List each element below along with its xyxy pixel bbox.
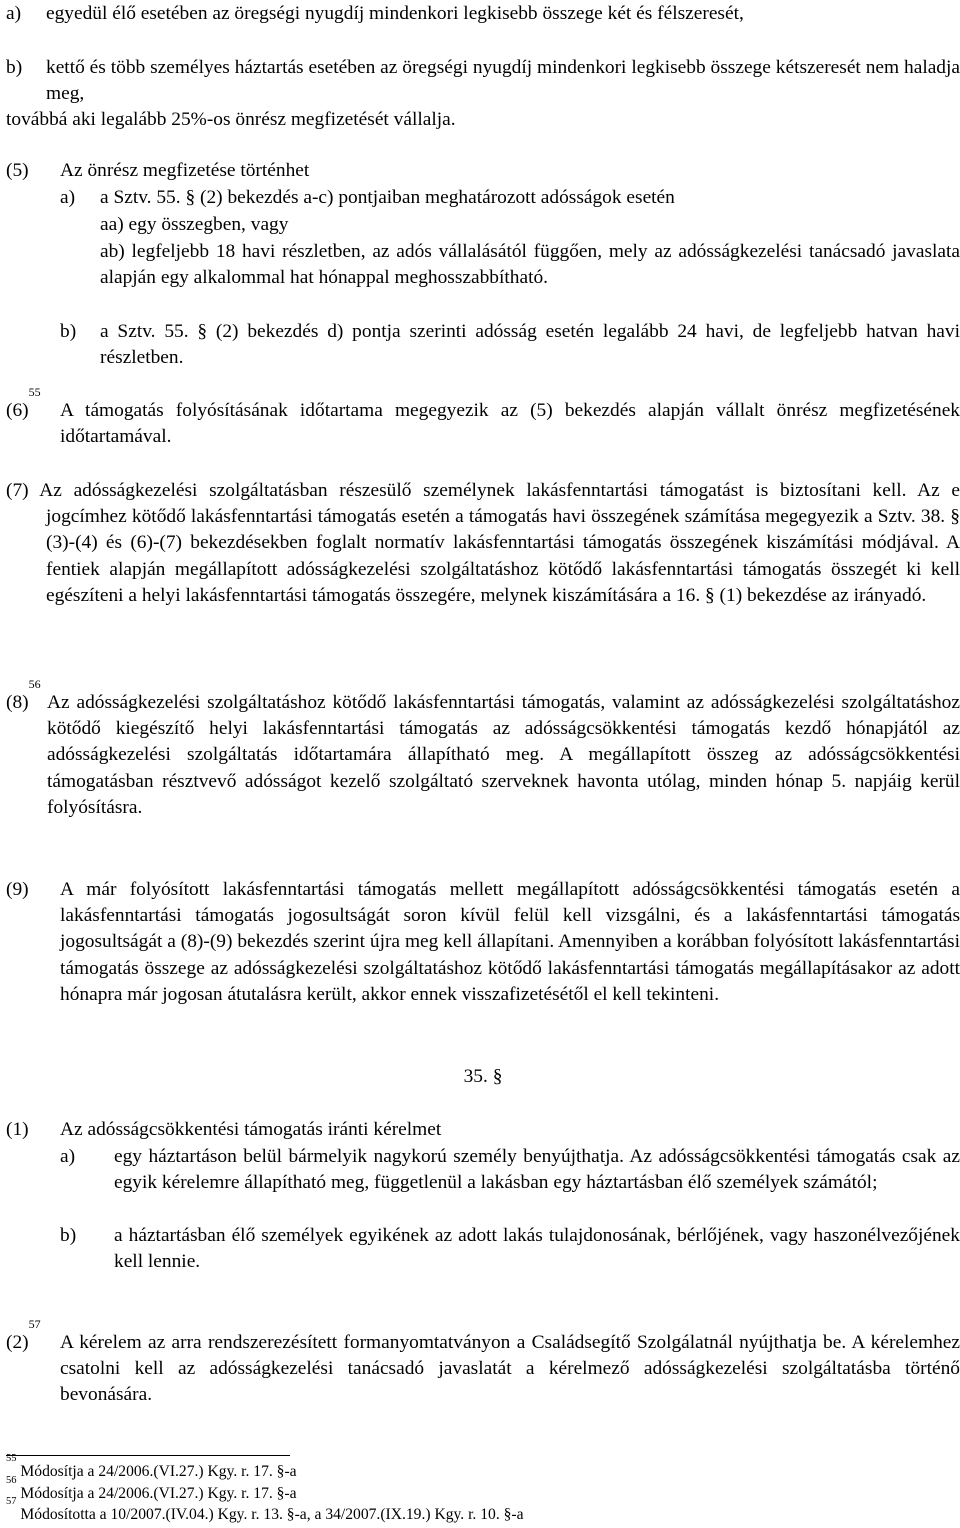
item-label: b) (6, 57, 23, 78)
subitem-label: a) (60, 187, 76, 208)
footnote-ref: 57 (28, 1317, 41, 1331)
footnote-number: 57 (6, 1496, 17, 1507)
subitem-text: a Sztv. 55. § (2) bekezdés d) pontja szerinti adósság esetén legalább 24 havi, de legfeljebb hatvan havi részletben. (100, 321, 960, 369)
paragraph-text: Az önrész megfizetése történhet (60, 160, 310, 181)
subitem-text: a Sztv. 55. § (2) bekezdés a-c) pontjaiban meghatározott adósságok esetén (100, 187, 675, 208)
paragraph-label (6, 385, 41, 424)
subitem-text: a háztartásban élő személyek egyikének az adott lakás tulajdonosának, bérlőjének, vagy haszonélvezőjének kell lennie. (114, 1225, 960, 1273)
footnote-ref: 55 (28, 385, 41, 399)
subitem-text: ab) legfeljebb 18 havi részletben, az adós vállalásától függően, mely az adósságkezelési tanácsadó javaslata alapján egy alkalommal hat hónappal meghosszabbítható. (100, 241, 960, 289)
item-label: a) (6, 3, 22, 24)
subitem-label: b) (60, 321, 77, 342)
footnote-text: Módosítja a 24/2006.(VI.27.) Kgy. r. 17. §-a (20, 1485, 297, 1502)
paragraph-label: (1) (6, 1119, 29, 1140)
footnote-ref: 56 (28, 677, 41, 691)
paragraph-label (6, 677, 41, 716)
paragraph-7 (6, 478, 960, 609)
item-text: egyedül élő esetében az öregségi nyugdíj mindenkori legkisebb összege két és félszeresét, (46, 3, 744, 24)
paragraph-text: A kérelem az arra rendszerezésített formanyomtatványon a Családsegítő Szolgálatnál nyújthatja be. A kérelemhez csatolni kell az adósságkezelési tanácsadó javaslatát a kérelmező adósságkezelési szolgáltatásba történő bevonására. (60, 1332, 960, 1406)
subitem-text: aa) egy összegben, vagy (100, 214, 289, 235)
item-text: kettő és több személyes háztartás esetében az öregségi nyugdíj mindenkori legkisebb összege kétszeresét nem haladja meg, (46, 57, 960, 105)
subitem-text: egy háztartáson belül bármelyik nagykorú személy benyújthatja. Az adósságcsökkentési támogatás csak az egyik kérelemre állapítható meg, függetlenül a lakásban egy háztartásban élő személyek számától; (114, 1146, 960, 1194)
footnote-number: 56 (6, 1475, 17, 1486)
section-heading: 35. § (463, 1066, 503, 1087)
paragraph-text: A támogatás folyósításának időtartama megegyezik az (5) bekezdés alapján vállalt önrész megfizetésének időtartamával. (60, 400, 960, 448)
item-b (6, 55, 960, 107)
subitem-label: a) (60, 1146, 76, 1167)
footnote-text: Módosítja a 24/2006.(VI.27.) Kgy. r. 17. §-a (20, 1463, 297, 1480)
subitem-label: b) (60, 1225, 77, 1246)
footnote-separator (6, 1455, 290, 1456)
paragraph-label: (9) (6, 879, 29, 900)
item-tail: továbbá aki legalább 25%-os önrész megfizetését vállalja. (6, 109, 456, 130)
footnote-number: 55 (6, 1453, 17, 1464)
paragraph-text: Az adósságkezelési szolgáltatásban részesülő személynek lakásfenntartási támogatást is biztosítani kell. Az e jogcímhez kötődő lakásfenntartási támogatás esetén a támogatás havi összegének számítása megegyezik a Sztv. 38. § (3)-(4) és (6)-(7) bekezdésekben foglalt normatív lakásfenntartási támogatás összegének kiszámítási módjával. A fentiek alapján megállapított adósságkezelési szolgáltatáshoz kötődő lakásfenntartási támogatás összegét ki kell egészíteni a helyi lakásfenntartási támogatás összegére, melynek kiszámítására a 16. § (1) bekezdése az irányadó. (39, 480, 960, 606)
item-a (6, 1, 960, 27)
label-text: (6) (6, 400, 29, 421)
paragraph-label: (7) (6, 480, 29, 501)
paragraph-text: Az adósságcsökkentési támogatás iránti kérelmet (60, 1119, 442, 1140)
footnote (6, 1453, 297, 1480)
label-text: (8) (6, 692, 29, 713)
footnote-text: Módosította a 10/2007.(IV.04.) Kgy. r. 13. §-a, a 34/2007.(IX.19.) Kgy. r. 10. §-a (20, 1506, 524, 1523)
label-text: (2) (6, 1332, 29, 1353)
paragraph-label (6, 1317, 41, 1356)
footnote (6, 1496, 524, 1523)
paragraph-label: (5) (6, 160, 29, 181)
footnote (6, 1475, 297, 1502)
paragraph-text: Az adósságkezelési szolgáltatáshoz kötődő lakásfenntartási támogatás, valamint az adósságkezelési szolgáltatáshoz kötődő kiegészítő helyi lakásfenntartási támogatás az adósságcsökkentési támogatás kezdő hónapjától az adósságkezelési szolgáltatás időtartamára állapítható meg. A megállapított összeg az adósságcsökkentési támogatásban résztvevő adósságot kezelő szolgáltató szerveknek havonta utólag, minden hónap 5. napjáig kerül folyósításra. (47, 692, 960, 818)
paragraph-text: A már folyósított lakásfenntartási támogatás mellett megállapított adósságcsökkentési támogatás esetén a lakásfenntartási támogatás jogosultságát soron kívül felül kell vizsgálni, és a lakásfenntartási támogatás jogosultságát a (8)-(9) bekezdés szerint újra meg kell állapítani. Amennyiben a korábban folyósított lakásfenntartási támogatás összege az adósságkezelési szolgáltatáshoz kötődő lakásfenntartási támogatás megállapításakor az adott hónapra már jogosan átutalásra került, akkor ennek visszafizetésétől el kell tekinteni. (60, 879, 960, 1005)
